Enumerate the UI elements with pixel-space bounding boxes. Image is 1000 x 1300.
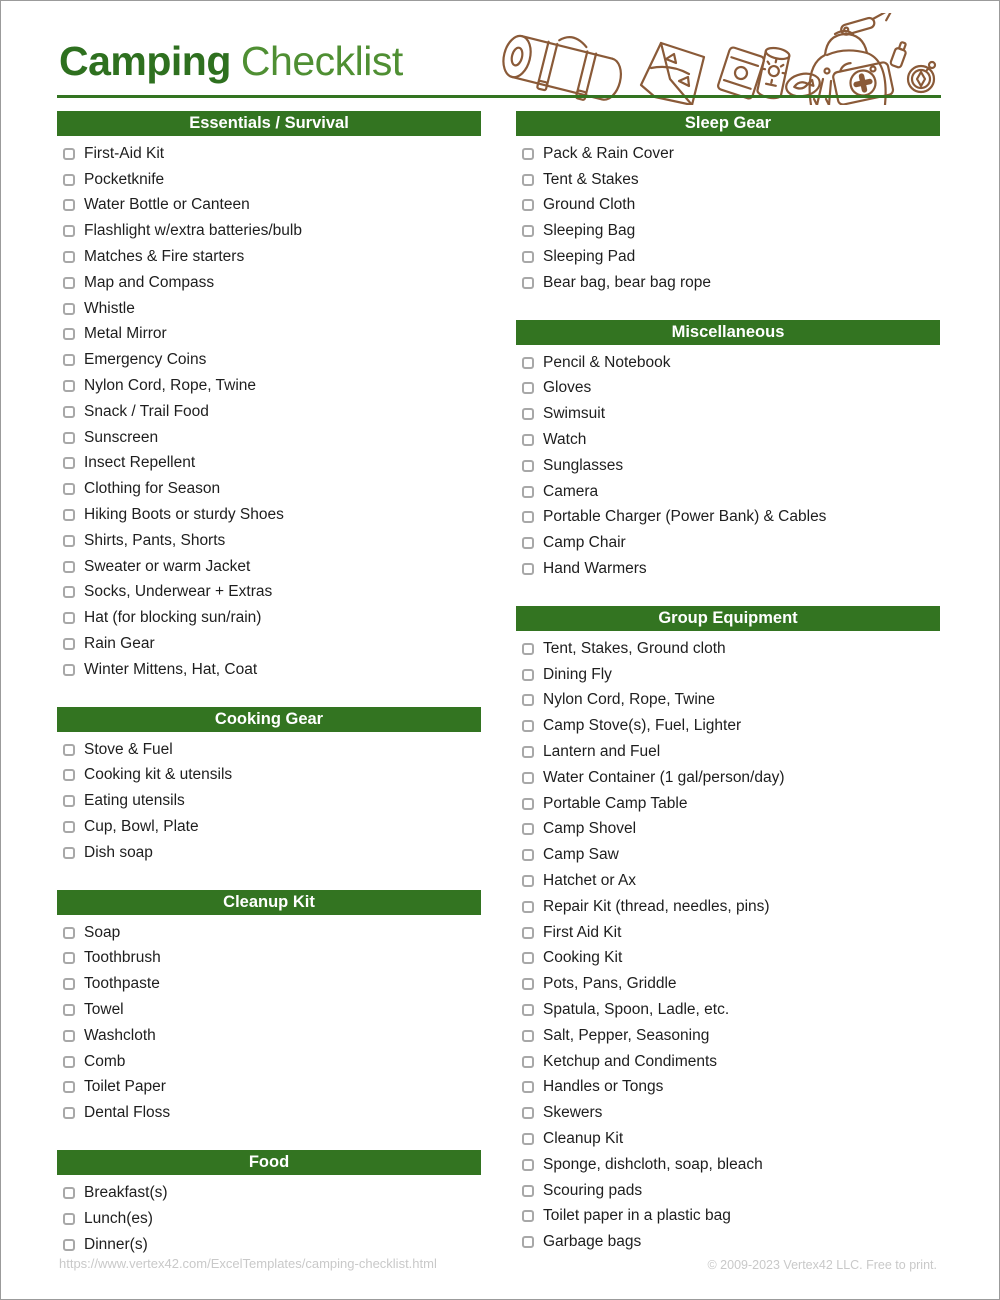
checkbox-icon[interactable] [522,875,534,887]
item-label: Camp Saw [543,846,619,864]
checklist-item [516,971,940,997]
item-label: Portable Camp Table [543,794,688,812]
page-title-primary: Camping [59,38,231,84]
item-label: First Aid Kit [543,923,622,941]
checklist-item [516,1152,940,1178]
item-label: Nylon Cord, Rope, Twine [543,691,716,709]
item-label: Dinner(s) [84,1235,148,1253]
item-label: Hiking Boots or sturdy Shoes [84,506,284,524]
section-title: Miscellaneous [671,322,785,341]
item-label: Dining Fly [543,665,612,683]
checklist-item [57,322,481,348]
item-label: Swimsuit [543,405,606,423]
item-label: Pots, Pans, Griddle [543,975,677,993]
section-group-equipment [516,606,940,1255]
checklist-item [57,1206,481,1232]
checklist-item [57,1100,481,1126]
section-cooking-gear [57,707,481,866]
checklist-item [516,1023,940,1049]
checklist-item [57,657,481,683]
checkbox-icon[interactable] [63,328,75,340]
checklist-item [516,817,940,843]
checklist-item [516,765,940,791]
item-label: Gloves [543,379,592,397]
checkbox-icon[interactable] [522,746,534,758]
checkbox-icon[interactable] [522,563,534,575]
checkbox-icon[interactable] [522,1210,534,1222]
checklist-item [516,713,940,739]
item-label: Lunch(es) [84,1209,153,1227]
checklist-item [57,425,481,451]
checkbox-icon[interactable] [63,586,75,598]
checkbox-icon[interactable] [522,1133,534,1145]
checklist-item [516,193,940,219]
checklist-item [516,894,940,920]
checkbox-icon[interactable] [63,638,75,650]
checkbox-icon[interactable] [522,408,534,420]
item-label: Matches & Fire starters [84,248,245,266]
item-label: Rain Gear [84,635,155,653]
item-label: Hand Warmers [543,560,647,578]
checkbox-icon[interactable] [63,664,75,676]
item-label: Toothpaste [84,975,160,993]
header-divider [57,95,941,98]
checklist-item [516,688,940,714]
item-label: Eating utensils [84,792,185,810]
checkbox-icon[interactable] [63,303,75,315]
checklist-item [57,737,481,763]
camping-gear-illustration-icon [491,13,941,105]
checklist-item [57,605,481,631]
checkbox-icon[interactable] [522,199,534,211]
checkbox-icon[interactable] [63,1213,75,1225]
checklist-item [57,296,481,322]
item-label: Sleeping Pad [543,248,636,266]
item-label: Skewers [543,1104,603,1122]
checkbox-icon[interactable] [522,669,534,681]
footer-copyright: © 2009-2023 Vertex42 LLC. Free to print. [707,1258,937,1272]
item-label: Socks, Underwear + Extras [84,583,273,601]
item-label: Dental Floss [84,1104,171,1122]
checklist-item [516,1100,940,1126]
checkbox-icon[interactable] [522,382,534,394]
section-header [57,707,481,732]
item-label: Water Container (1 gal/person/day) [543,768,785,786]
checkbox-icon[interactable] [63,1081,75,1093]
checkbox-icon[interactable] [63,225,75,237]
checkbox-icon[interactable] [522,823,534,835]
checkbox-icon[interactable] [63,406,75,418]
checkbox-icon[interactable] [63,1239,75,1251]
item-label: Camp Shovel [543,820,637,838]
item-label: Ketchup and Condiments [543,1052,718,1070]
item-label: Water Bottle or Canteen [84,196,250,214]
checkbox-icon[interactable] [522,251,534,263]
checkbox-icon[interactable] [522,486,534,498]
checklist-item [57,244,481,270]
item-label: Dish soap [84,843,153,861]
checkbox-icon[interactable] [63,744,75,756]
checklist-item [57,840,481,866]
checkbox-icon[interactable] [522,460,534,472]
checklist-item [516,376,940,402]
checkbox-icon[interactable] [63,612,75,624]
checkbox-icon[interactable] [63,847,75,859]
section-title: Essentials / Survival [189,114,349,132]
checklist-item [516,662,940,688]
checkbox-icon[interactable] [522,1236,534,1248]
checkbox-icon[interactable] [522,694,534,706]
checklist-item [516,946,940,972]
checkbox-icon[interactable] [522,1056,534,1068]
item-label: Soap [84,923,121,941]
checklist-item [516,556,940,582]
section-title: Cooking Gear [214,709,324,728]
checkbox-icon[interactable] [522,1185,534,1197]
checkbox-icon[interactable] [522,148,534,160]
checkbox-icon[interactable] [63,1004,75,1016]
item-label: Salt, Pepper, Seasoning [543,1026,710,1044]
checkbox-icon[interactable] [522,1004,534,1016]
section-sleep-gear [516,111,940,296]
checkbox-icon[interactable] [522,978,534,990]
checklist-item [57,1232,481,1258]
item-label: Flashlight w/extra batteries/bulb [84,222,302,240]
item-label: Shirts, Pants, Shorts [84,531,226,549]
checklist-item [516,479,940,505]
checklist-item [516,218,940,244]
checkbox-icon[interactable] [63,509,75,521]
checklist-item [516,453,940,479]
page-title-secondary: Checklist [240,38,403,84]
item-label: Toothbrush [84,949,161,967]
item-label: Breakfast(s) [84,1183,168,1201]
checklist-item [57,451,481,477]
item-label: Metal Mirror [84,325,167,343]
checklist-item [516,427,940,453]
item-label: Cooking Kit [543,949,623,967]
item-label: Portable Charger (Power Bank) & Cables [543,508,827,526]
checkbox-icon[interactable] [63,432,75,444]
section-essentials-survival [57,111,481,683]
checklist-item [516,868,940,894]
checklist-item [57,814,481,840]
checklist-item [57,788,481,814]
item-label: Cleanup Kit [543,1129,624,1147]
checklist-item [57,631,481,657]
checklist-item [57,167,481,193]
checklist-item [57,1049,481,1075]
checkbox-icon[interactable] [522,952,534,964]
checkbox-icon[interactable] [63,457,75,469]
checkbox-icon[interactable] [63,1030,75,1042]
item-label: Scouring pads [543,1181,643,1199]
checklist-item [57,1075,481,1101]
checklist-item [516,141,940,167]
checkbox-icon[interactable] [63,1107,75,1119]
checklist-item [516,1126,940,1152]
checkbox-icon[interactable] [63,821,75,833]
item-label: Whistle [84,299,135,317]
item-label: Sunscreen [84,428,159,446]
checklist-item [516,920,940,946]
section-miscellaneous [516,320,940,582]
item-label: Garbage bags [543,1233,642,1251]
section-header [516,320,940,345]
item-label: Repair Kit (thread, needles, pins) [543,897,770,915]
checklist-item [57,554,481,580]
checklist-item [516,739,940,765]
section-food [57,1150,481,1257]
section-title: Food [248,1153,290,1172]
section-title: Group Equipment [658,608,798,627]
item-label: Spatula, Spoon, Ladle, etc. [543,1001,730,1018]
item-label: Pocketknife [84,170,165,188]
checklist-column-left [57,111,481,1281]
item-label: Handles or Tongs [543,1078,664,1096]
item-label: Toilet paper in a plastic bag [543,1207,731,1225]
checkbox-icon[interactable] [63,795,75,807]
checkbox-icon[interactable] [522,537,534,549]
checkbox-icon[interactable] [522,901,534,913]
checklist-item [57,580,481,606]
checkbox-icon[interactable] [522,357,534,369]
checklist-item [516,530,940,556]
item-label: Sleeping Bag [543,222,636,240]
item-label: Clothing for Season [84,480,221,498]
checkbox-icon[interactable] [522,434,534,446]
item-label: Sweater or warm Jacket [84,557,251,575]
checklist-item [57,270,481,296]
checkbox-icon[interactable] [522,720,534,732]
section-header [57,890,481,915]
item-label: Camp Chair [543,534,626,552]
checklist-item [57,1023,481,1049]
item-label: Bear bag, bear bag rope [543,273,712,291]
checkbox-icon[interactable] [522,772,534,784]
checklist-item [516,1049,940,1075]
checkbox-icon[interactable] [63,148,75,160]
checklist-item [57,971,481,997]
section-header [516,606,940,631]
checkbox-icon[interactable] [522,174,534,186]
item-label: Hatchet or Ax [543,872,637,890]
checkbox-icon[interactable] [63,927,75,939]
item-label: Camera [543,482,599,500]
checkbox-icon[interactable] [522,225,534,237]
checkbox-icon[interactable] [63,380,75,392]
checklist-item [516,1178,940,1204]
section-title: Sleep Gear [684,114,772,132]
item-label: Washcloth [84,1026,156,1044]
checkbox-icon[interactable] [522,511,534,523]
item-label: Comb [84,1052,126,1070]
item-label: Ground Cloth [543,196,636,214]
item-label: Tent, Stakes, Ground cloth [543,639,726,657]
item-label: Watch [543,431,587,449]
checklist-item [57,476,481,502]
checkbox-icon[interactable] [63,978,75,990]
checkbox-icon[interactable] [63,535,75,547]
item-label: Stove & Fuel [84,740,173,758]
checkbox-icon[interactable] [522,277,534,289]
item-label: Cup, Bowl, Plate [84,818,199,836]
checklist-item [516,791,940,817]
checklist-item [57,946,481,972]
item-label: Lantern and Fuel [543,743,661,761]
checklist-item [57,141,481,167]
item-label: Towel [84,1001,124,1018]
section-header [57,111,481,136]
checkbox-icon[interactable] [63,1056,75,1068]
item-label: Hat (for blocking sun/rain) [84,609,262,627]
item-label: Camp Stove(s), Fuel, Lighter [543,717,742,735]
checklist-item [57,763,481,789]
item-label: Nylon Cord, Rope, Twine [84,377,257,395]
checklist-item [57,502,481,528]
checklist-item [57,920,481,946]
checklist-item [57,528,481,554]
checklist-column-right [516,111,940,1279]
item-label: Snack / Trail Food [84,402,209,420]
item-label: Sponge, dishcloth, soap, bleach [543,1155,763,1173]
checkbox-icon[interactable] [63,952,75,964]
item-label: Insect Repellent [84,454,196,472]
checkbox-icon[interactable] [63,483,75,495]
checkbox-icon[interactable] [522,849,534,861]
checklist-item [516,997,940,1023]
footer-url[interactable]: https://www.vertex42.com/ExcelTemplates/camping-checklist.html [59,1256,437,1271]
checkbox-icon[interactable] [63,251,75,263]
checklist-item [57,399,481,425]
item-label: Emergency Coins [84,351,207,369]
checkbox-icon[interactable] [63,561,75,573]
checkbox-icon[interactable] [522,1159,534,1171]
item-label: Sunglasses [543,456,624,474]
checklist-item [516,270,940,296]
item-label: First-Aid Kit [84,144,165,162]
checkbox-icon[interactable] [63,354,75,366]
section-cleanup-kit [57,890,481,1126]
checkbox-icon[interactable] [522,798,534,810]
checklist-item [516,636,940,662]
item-label: Winter Mittens, Hat, Coat [84,660,258,678]
checklist-item [57,218,481,244]
checkbox-icon[interactable] [63,174,75,186]
checkbox-icon[interactable] [63,199,75,211]
checkbox-icon[interactable] [63,769,75,781]
item-label: Pencil & Notebook [543,353,671,371]
page-title [59,37,403,85]
checkbox-icon[interactable] [522,1107,534,1119]
checklist-item [57,373,481,399]
checkbox-icon[interactable] [522,643,534,655]
checklist-item [57,193,481,219]
checklist-item [516,244,940,270]
section-header [516,111,940,136]
section-header [57,1150,481,1175]
checkbox-icon[interactable] [63,1187,75,1199]
checklist-item [516,1203,940,1229]
item-label: Map and Compass [84,273,215,291]
checklist-item [516,1075,940,1101]
checklist-item [516,1229,940,1255]
checklist-item [516,842,940,868]
checklist-item [516,505,940,531]
checklist-item [57,997,481,1023]
checkbox-icon[interactable] [522,1030,534,1042]
item-label: Cooking kit & utensils [84,766,233,784]
checkbox-icon[interactable] [522,927,534,939]
checkbox-icon[interactable] [63,277,75,289]
item-label: Toilet Paper [84,1078,166,1096]
checklist-item [516,167,940,193]
checklist-item [516,350,940,376]
item-label: Pack & Rain Cover [543,144,674,162]
item-label: Tent & Stakes [543,170,639,188]
checklist-item [57,1180,481,1206]
checklist-item [516,401,940,427]
section-title: Cleanup Kit [223,892,315,911]
checkbox-icon[interactable] [522,1081,534,1093]
checklist-item [57,347,481,373]
